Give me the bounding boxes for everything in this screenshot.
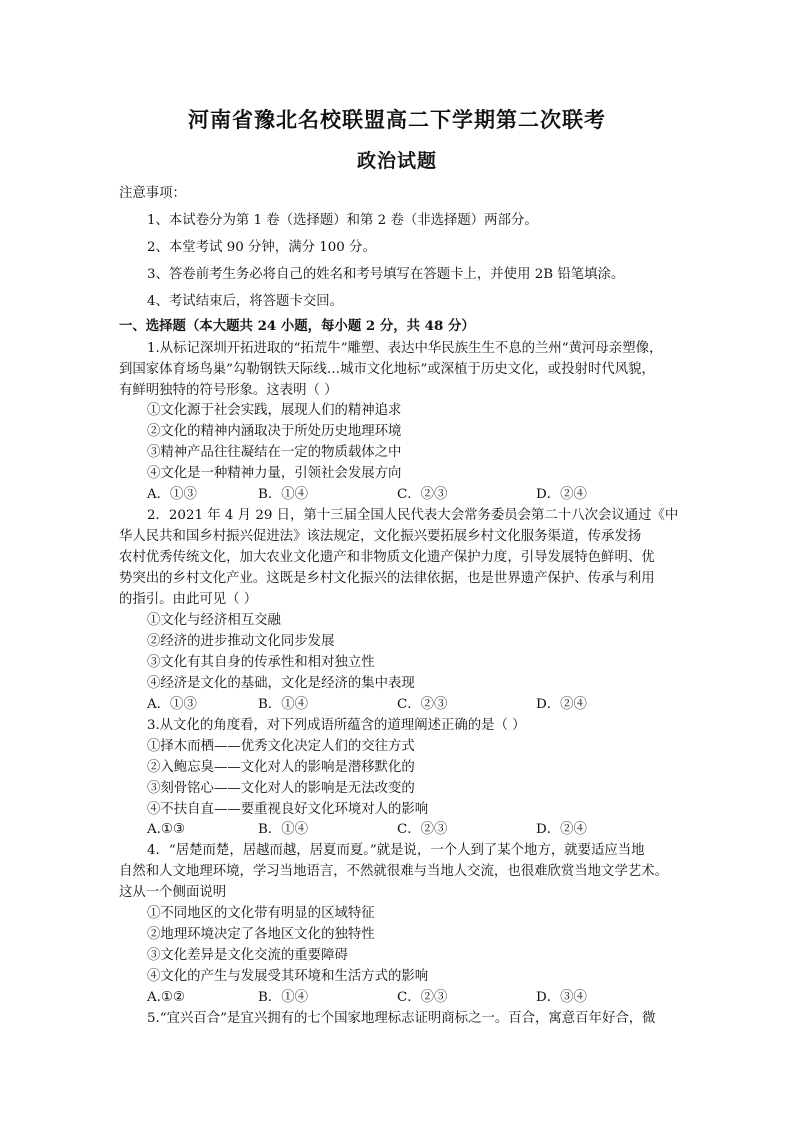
- question-1-option-b: B．①④: [258, 487, 309, 502]
- notice-item: 1、本试卷分为第 1 卷（选择题）和第 2 卷（非选择题）两部分。: [147, 213, 538, 228]
- question-1-text: 到国家体育场鸟巢”勾勒钢铁天际线…城市文化地标”或深植于历史文化，或投射时代风貌，: [119, 362, 655, 377]
- question-2-item: ②经济的进步推动文化同步发展: [147, 634, 335, 649]
- question-4-item: ④文化的产生与发展受其环境和生活方式的影响: [147, 969, 429, 984]
- question-4-option-a: A.①②: [147, 990, 185, 1005]
- question-2-text: 势突出的乡村文化产业。这既是乡村文化振兴的法律依据，也是世界遗产保护、传承与利用: [119, 571, 655, 586]
- question-5-text: 5.“宜兴百合”是宜兴拥有的七个国家地理标志证明商标之一。百合，寓意百年好合，微: [147, 1011, 656, 1026]
- question-1-item: ②文化的精神内涵取决于所处历史地理环境: [147, 424, 402, 439]
- question-4-item: ②地理环境决定了各地区文化的独特性: [147, 927, 375, 942]
- question-2-item: ①文化与经济相互交融: [147, 613, 281, 628]
- question-2-option-d: D．②④: [536, 697, 587, 712]
- question-2-option-b: B．①④: [258, 697, 309, 712]
- exam-subject-title: 政治试题: [356, 150, 437, 172]
- notice-item: 4、考试结束后，将答题卡交回。: [147, 294, 343, 309]
- notice-heading: 注意事项：: [119, 186, 186, 201]
- notice-item: 2、本堂考试 90 分钟，满分 100 分。: [147, 240, 376, 255]
- question-2-item: ④经济是文化的基础，文化是经济的集中表现: [147, 676, 415, 691]
- question-1-text: 1.从标记深圳开拓进取的“拓荒牛”雕塑、表达中华民族生生不息的兰州“黄河母亲塑像，: [147, 341, 663, 356]
- question-3-option-b: B．①④: [258, 822, 309, 837]
- question-4-option-c: C．②③: [397, 990, 448, 1005]
- question-4-text: 这从一个侧面说明: [119, 885, 227, 900]
- question-4-item: ①不同地区的文化带有明显的区域特征: [147, 906, 375, 921]
- question-3-item: ②入鲍忘臭——文化对人的影响是潜移默化的: [147, 760, 415, 775]
- question-1-item: ④文化是一种精神力量，引领社会发展方向: [147, 466, 402, 481]
- question-4-text: 自然和人文地理环境，学习当地语言，不然就很难与当地人交流，也很难欣赏当地文学艺术。: [119, 864, 669, 879]
- question-2-text: 2．2021 年 4 月 29 日，第十三届全国人民代表大会常务委员会第二十八次会议通过《中: [147, 508, 679, 523]
- question-2-text: 的指引。由此可见（ ）: [119, 592, 258, 607]
- question-4-option-b: B．①④: [258, 990, 309, 1005]
- question-2-text: 农村优秀传统文化，加大农业文化遗产和非物质文化遗产保护力度，引导发展特色鲜明、优: [119, 550, 655, 565]
- question-2-option-c: C．②③: [397, 697, 448, 712]
- question-1-item: ③精神产品往往凝结在一定的物质载体之中: [147, 445, 402, 460]
- notice-item: 3、答卷前考生务必将自己的姓名和考号填写在答题卡上，并使用 2B 铅笔填涂。: [147, 267, 625, 282]
- question-1-item: ①文化源于社会实践，展现人们的精神追求: [147, 403, 402, 418]
- question-1-text: 有鲜明独特的符号形象。这表明（ ）: [119, 383, 338, 398]
- question-3-item: ③刻骨铭心——文化对人的影响是无法改变的: [147, 781, 415, 796]
- question-2-item: ③文化有其自身的传承性和相对独立性: [147, 655, 375, 670]
- question-3-item: ①择木而栖——优秀文化决定人们的交往方式: [147, 739, 415, 754]
- question-3-text: 3.从文化的角度看，对下列成语所蕴含的道理阐述正确的是（ ）: [147, 718, 526, 733]
- section-heading: 一、选择题（本大题共 24 小题，每小题 2 分，共 48 分）: [119, 318, 475, 334]
- question-1-option-c: C．②③: [397, 487, 448, 502]
- question-2-text: 华人民共和国乡村振兴促进法》该法规定，文化振兴要拓展乡村文化服务渠道，传承发扬: [119, 529, 642, 544]
- question-3-option-c: C．②③: [397, 822, 448, 837]
- question-3-item: ④不扶自直——要重视良好文化环境对人的影响: [147, 802, 429, 817]
- question-1-option-d: D．②④: [536, 487, 587, 502]
- question-4-text: 4．“居楚而楚，居越而越，居夏而夏。”就是说，一个人到了某个地方，就要适应当地: [147, 843, 645, 858]
- exam-title: 河南省豫北名校联盟高二下学期第二次联考: [188, 107, 606, 132]
- question-2-option-a: A．①③: [147, 697, 197, 712]
- question-4-item: ③文化差异是文化交流的重要障碍: [147, 948, 348, 963]
- question-1-option-a: A．①③: [147, 487, 197, 502]
- question-3-option-a: A.①③: [147, 822, 185, 837]
- question-3-option-d: D．②④: [536, 822, 587, 837]
- question-4-option-d: D．③④: [536, 990, 587, 1005]
